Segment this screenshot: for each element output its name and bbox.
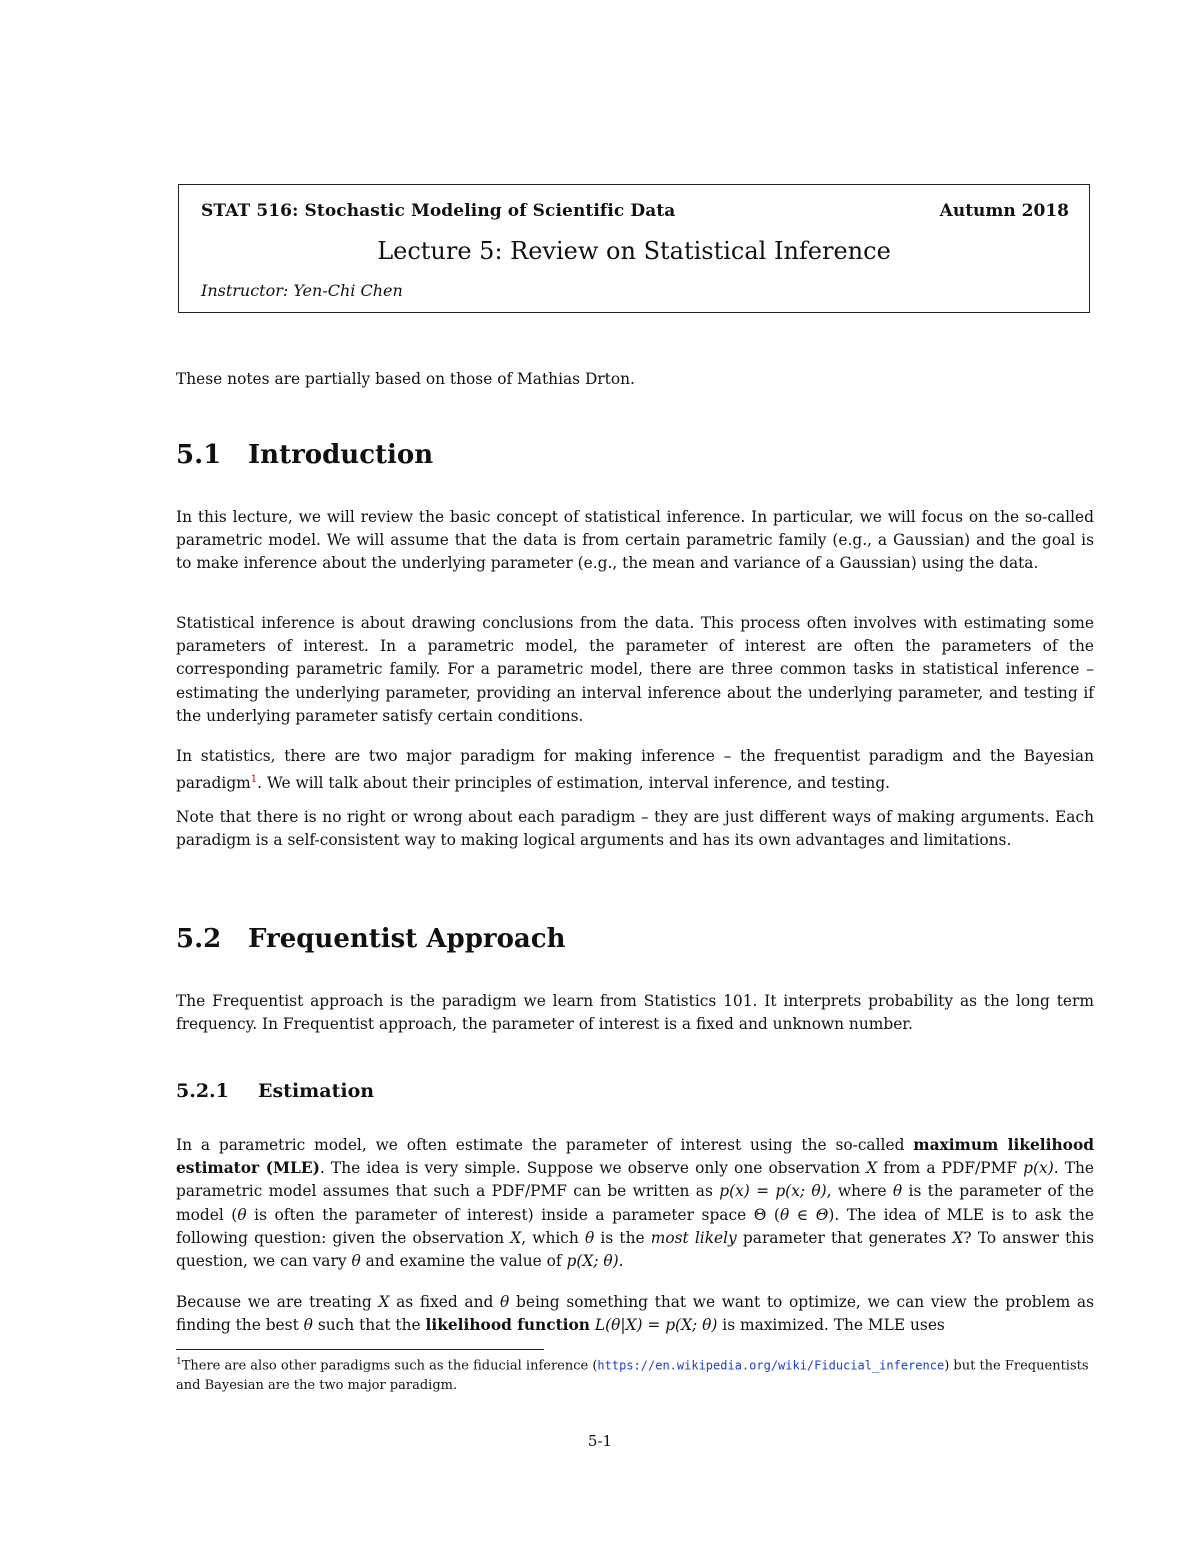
intro-paragraph-3-text: In statistics, there are two major paradigm for making inference – the frequentist paradigm and the Bayesian paradigm (176, 747, 1094, 793)
footnote-link[interactable]: 1 (250, 774, 258, 786)
lecture-title: Lecture 5: Review on Statistical Inference (377, 237, 891, 265)
text-run: and examine the value of (360, 1252, 567, 1271)
page-number: 5-1 (587, 1432, 613, 1450)
math-symbol: θ (585, 1228, 595, 1247)
footnote-mark: 1 (176, 1357, 182, 1367)
footnote (176, 1352, 1094, 1396)
estimation-paragraph-2 (176, 1291, 1094, 1337)
footnote-url-link[interactable]: https://en.wikipedia.org/wiki/Fiducial_inference (597, 1358, 945, 1373)
text-run: , where (826, 1182, 893, 1201)
math-equation: p(x) = p(x; θ) (719, 1182, 827, 1201)
math-symbol: p(x) (1023, 1159, 1054, 1178)
math-symbol: θ (500, 1293, 510, 1311)
text-run: being something that we want to optimize, we can view the problem as finding the best (176, 1293, 1094, 1335)
math-symbol: X (378, 1293, 390, 1311)
text-run: . The parametric model assumes that such a PDF/PMF can be written as (176, 1159, 1095, 1201)
math-symbol: θ (351, 1252, 361, 1271)
intro-paragraph-1: In this lecture, we will review the basic concept of statistical inference. In particular, we will focus on the so-called parametric model. We will assume that the data is from certain parametric family (e.g., a Gaussian) and the goal is to make inference about the underlying parameter (e.g., the mean and variance of a Gaussian) using the data. (176, 508, 1094, 573)
section-title: Frequentist Approach (248, 924, 566, 954)
text-run: parameter that generates (736, 1228, 953, 1247)
math-symbol: θ (237, 1205, 247, 1224)
section-heading-frequentist (176, 924, 1094, 954)
course-title: STAT 516: Stochastic Modeling of Scientific Data (201, 201, 676, 221)
text-run: as fixed and (389, 1293, 501, 1311)
math-symbol: X (866, 1159, 878, 1178)
section-heading-introduction (176, 440, 1094, 470)
frequentist-paragraph-1: The Frequentist approach is the paradigm we learn from Statistics 101. It interprets probability as the long term frequency. In Frequentist approach, the parameter of interest is a fixed and unknown number. (176, 992, 1094, 1034)
section-title: Introduction (248, 440, 434, 470)
text-run: is the (594, 1228, 651, 1247)
term-label: Autumn 2018 (939, 201, 1069, 221)
lecture-header-box (178, 184, 1090, 313)
text-run: . (618, 1252, 624, 1271)
intro-paragraph-3 (176, 745, 1094, 796)
section-number: 5.1 (176, 440, 222, 470)
term-likelihood: likelihood function (425, 1316, 590, 1335)
text-run: is often the parameter of interest) inside a parameter space Θ ( (246, 1205, 780, 1224)
text-run: is maximized. The MLE uses (717, 1316, 945, 1335)
footnote-text: There are also other paradigms such as the fiducial inference ( (181, 1358, 598, 1374)
subsection-title: Estimation (258, 1080, 375, 1102)
math-symbol: X (952, 1228, 964, 1247)
math-symbol: θ (303, 1316, 313, 1335)
instructor-line: Instructor: Yen-Chi Chen (201, 281, 403, 300)
text-run: , which (521, 1228, 585, 1247)
intro-paragraph-3-tail: . We will talk about their principles of estimation, interval inference, and testing. (257, 774, 891, 793)
footnote-rule (176, 1349, 544, 1350)
section-number: 5.2 (176, 924, 222, 954)
attribution-note: These notes are partially based on those of Mathias Drton. (176, 370, 635, 388)
subsection-number: 5.2.1 (176, 1080, 229, 1102)
text-run: . The idea is very simple. Suppose we observe only one observation (319, 1159, 867, 1178)
text-run: such that the (312, 1316, 426, 1335)
math-symbol: X (510, 1228, 522, 1247)
math-symbol: p(X; θ) (566, 1252, 619, 1271)
term-mle: maximum likelihood estimator (MLE) (176, 1136, 1094, 1178)
emphasis: most likely (650, 1228, 737, 1247)
footnote-text: ) but the Frequentists and Bayesian are the two major paradigm. (176, 1358, 1089, 1394)
text-run: Because we are treating (176, 1293, 379, 1311)
math-equation: L(θ|X) = p(X; θ) (594, 1316, 718, 1335)
intro-paragraph-2: Statistical inference is about drawing conclusions from the data. This process often involves with estimating some parameters of interest. In a parametric model, the parameter of interest are often the parameters of the corresponding parametric family. For a parametric model, there are three common tasks in statistical inference – estimating the underlying parameter, providing an interval inference about the underlying parameter, and testing if the underlying parameter satisfy certain conditions. (176, 614, 1094, 725)
text-run: is the parameter of the model ( (176, 1182, 1094, 1224)
text-run: ? To answer this question, we can vary (176, 1228, 1095, 1271)
math-symbol: θ (892, 1182, 903, 1201)
text-run: from a PDF/PMF (877, 1159, 1024, 1178)
estimation-paragraph-1 (176, 1134, 1094, 1273)
subsection-heading-estimation (176, 1080, 1094, 1102)
text-run: In a parametric model, we often estimate the parameter of interest using the so-called (176, 1136, 914, 1154)
math-symbol: θ ∈ Θ (779, 1205, 829, 1224)
intro-paragraph-4: Note that there is no right or wrong about each paradigm – they are just different ways of making arguments. Each paradigm is a self-consistent way to making logical arguments and has its own advantages and limitations. (176, 808, 1094, 850)
text-run: ). The idea of MLE is to ask the following question: given the observation (176, 1205, 1095, 1247)
